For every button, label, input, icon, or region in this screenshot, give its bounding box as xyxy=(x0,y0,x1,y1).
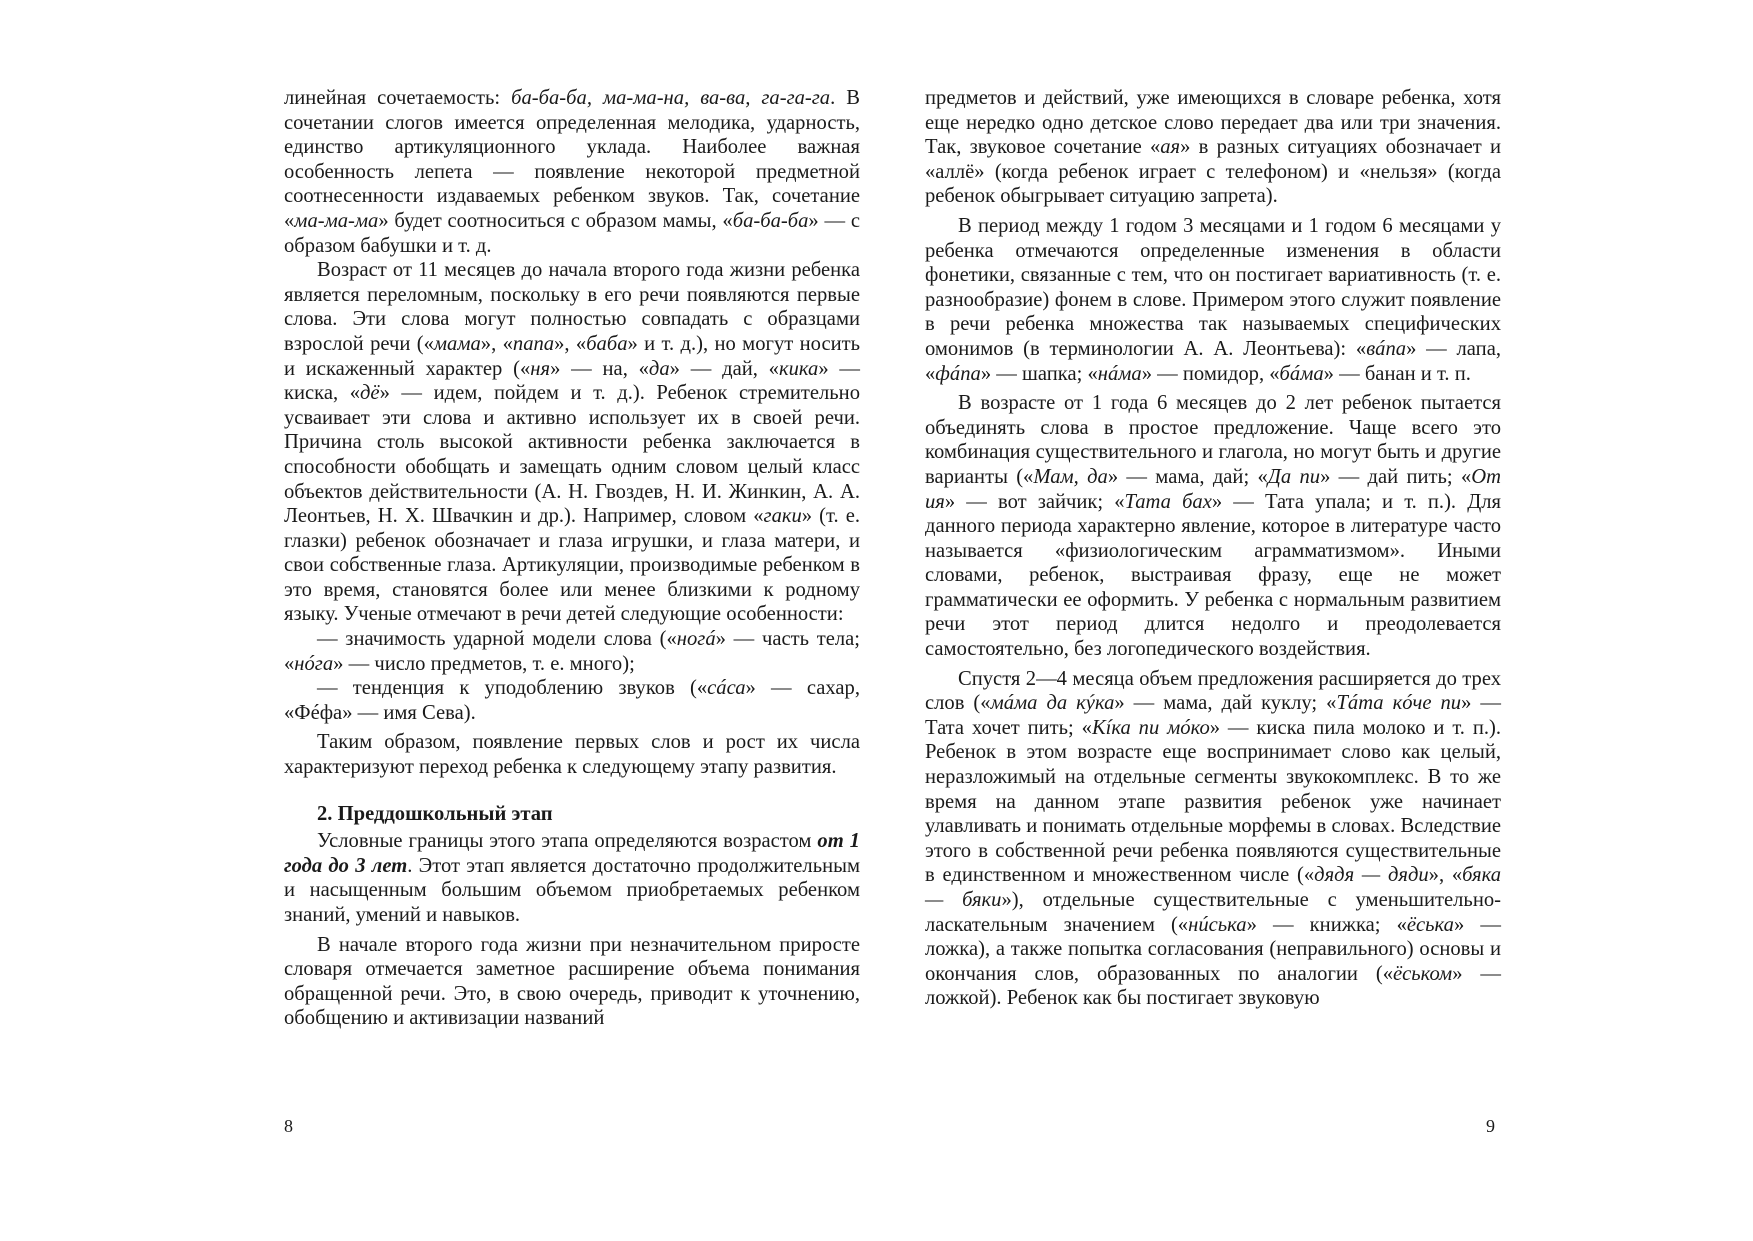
page-number-right: 9 xyxy=(1486,1116,1495,1136)
paragraph: Возраст от 11 месяцев до начала второго года жизни ребенка является переломным, поскольку в его речи появляются первые слова. Эти слова могут полностью совпадать с образцами взрослой речи («мама», «папа», «баба» и т. д.), но могут носить и искаженный характер («ня» — на, «да» — дай, «кика» — киска, «дё» — идем, пойдем и т. д.). Ребенок стремительно усваивает эти слова и активно использует их в своей речи. Причина столь высокой активности ребенка заключается в способности обобщать и замещать одним словом целый класс объектов действительности (А. Н. Гвоздев, Н. И. Жинкин, А. А. Леонтьев, Н. Х. Швачкин и др.). Например, словом «гаки» (т. е. глазки) ребенок обозначает и глаза игрушки, и глаза матери, и свои собственные глаза. Артикуляции, производимые ребенком в это время, становятся более или менее близкими к родному языку. Ученые отмечают в речи детей следующие особенности: xyxy=(284,259,861,626)
paragraph: линейная сочетаемость: ба-ба-ба, ма-ма-на, ва-ва, га-га-га. В сочетании слогов имеется определенная мелодика, ударность, единство артикуляционного уклада. Наиболее важная особенность лепета — появление некоторой предметной соотнесенности издаваемых ребенком звуков. Так, сочетание «ма-ма-ма» будет соотноситься с образом мамы, «ба-ба-ба» — с образом бабушки и т. д. xyxy=(284,87,861,257)
paragraph: Условные границы этого этапа определяются возрастом от 1 года до 3 лет. Этот этап является достаточно продолжительным и насыщенным большим объемом приобретаемых ребенком знаний, умений и навыков. xyxy=(284,830,860,926)
paragraph: Спустя 2—4 месяца объем предложения расширяется до трех слов («мáма да кýка» — мама, дай куклу; «Тáта кóче пи» — Тата хочет пить; «Кíка пи мóко» — киска пила молоко и т. п.). Ребенок в этом возрасте еще воспринимает слово как целый, неразложимый на отдельные сегменты звукокомплекс. В то же время на данном этапе развития ребенок уже начинает улавливать и понимать отдельные морфемы в словах. Вследствие этого в собственной речи ребенка появляются существительные в единственном и множественном числе («дядя — дяди», «бяка — бяки»), отдельные существительные с уменьшительно-ласкательным значением («нúська» — книжка; «ёська» — ложка), а также попытка согласования (неправильного) основы и окончания слов, образованных по аналогии («ёськом» — ложкой). Ребенок как бы постигает звуковую xyxy=(925,667,1502,1010)
page-number-left: 8 xyxy=(284,1116,293,1136)
paragraph: В возрасте от 1 года 6 месяцев до 2 лет ребенок пытается объединять слова в простое предложение. Чаще всего это комбинация существительного и глагола, но могут быть и другие варианты («Мам, да» — мама, дай; «Да пи» — дай пить; «От ия» — вот зайчик; «Тата бах» — Тата упала; и т. п.). Для данного периода характерно явление, которое в литературе часто называется «физиологическим аграмматизмом». Иными словами, ребенок, выстраивая фразу, еще не может грамматически ее оформить. У ребенка с нормальным развитием речи этот период длится недолго и преодолевается самостоятельно, без логопедического воздействия. xyxy=(925,392,1501,661)
section-heading: 2. Преддошкольный этап xyxy=(317,802,553,825)
paragraph: предметов и действий, уже имеющихся в словаре ребенка, хотя еще нередко одно детское слово передает два или три значения. Так, звуковое сочетание «ая» в разных ситуациях обозначает и «аллё» (когда ребенок играет с телефоном) и «нельзя» (когда ребенок обыгрывает ситуацию запрета). xyxy=(925,87,1501,208)
paragraph: Таким образом, появление первых слов и рост их числа характеризуют переход ребенка к следующему этапу развития. xyxy=(284,731,860,779)
left-page xyxy=(284,86,860,1031)
paragraph: В начале второго года жизни при незначительном приросте словаря отмечается заметное расширение объема понимания обращенной речи. Это, в свою очередь, приводит к уточнению, обобщению и активизации названий xyxy=(284,933,860,1030)
list-item: — тенденция к уподоблению звуков («сáса» — сахар, «Фéфа» — имя Сева). xyxy=(284,677,860,724)
right-page xyxy=(925,86,1501,1011)
list-item: — значимость ударной модели слова («ногá» — часть тела; «нóга» — число предметов, т. е. много); xyxy=(284,628,860,675)
paragraph: В период между 1 годом 3 месяцами и 1 годом 6 месяцами у ребенка отмечаются определенные изменения в области фонетики, связанные с тем, что он постигает вариативность (т. е. разнообразие) фонем в слове. Примером этого служит появление в речи ребенка множества так называемых специфических омонимов (в терминологии А. А. Леонтьева): «вáпа» — лапа, «фáпа» — шапка; «нáма» — помидор, «бáма» — банан и т. п. xyxy=(925,214,1501,385)
